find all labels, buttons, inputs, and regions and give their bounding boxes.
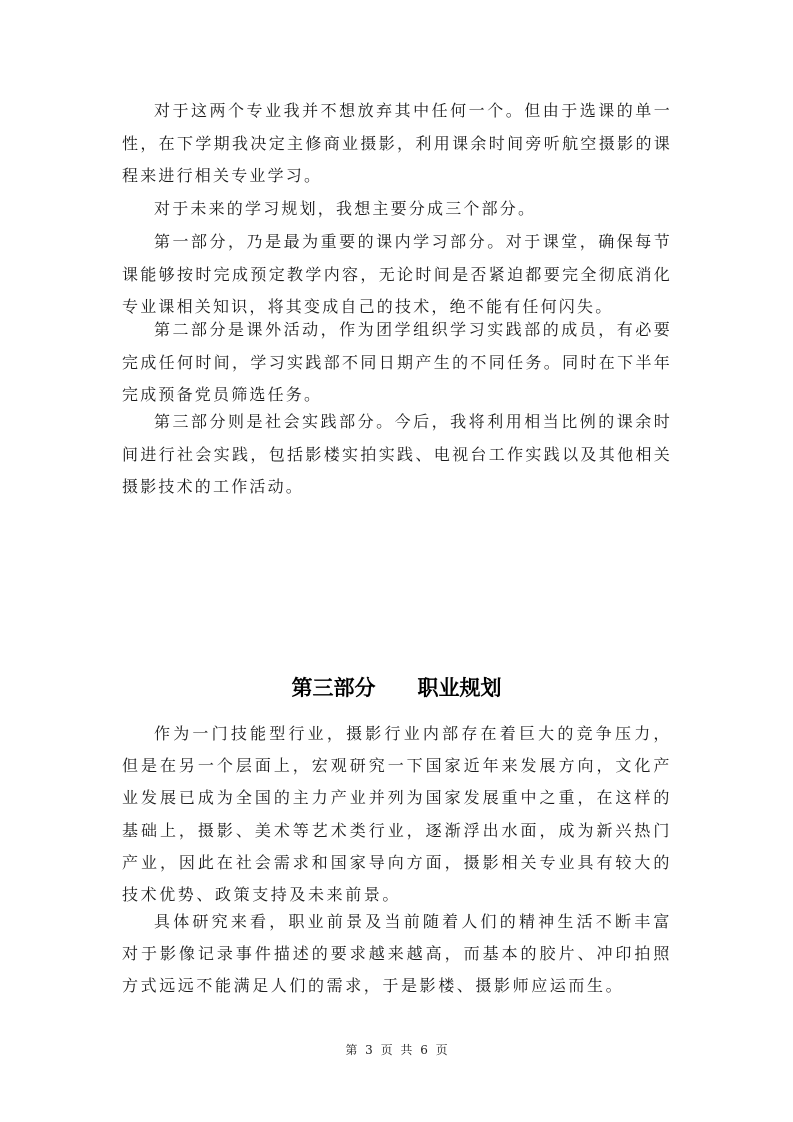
paragraph-study-plan-intro: 对于未来的学习规划，我想主要分成三个部分。: [154, 199, 537, 218]
paragraph-part-two: 第二部分是课外活动，作为团学组织学习实践部的成员，有必要完成任何时间，学习实践部不同日期产生的不同任务。同时在下半年完成预备党员筛选任务。: [122, 320, 672, 404]
paragraph-part-three: 第三部分则是社会实践部分。今后，我将利用相当比例的课余时间进行社会实践，包括影楼实拍实践、电视台工作实践以及其他相关摄影技术的工作活动。: [122, 412, 672, 496]
section-heading-career-plan: 第三部分 职业规划: [291, 676, 502, 700]
page-number-footer: 第 3 页 共 6 页: [345, 1043, 448, 1057]
paragraph-course-choice: 对于这两个专业我并不想放弃其中任何一个。但由于选课的单一性，在下学期我决定主修商业摄影，利用课余时间旁听航空摄影的课程来进行相关专业学习。: [122, 101, 672, 185]
paragraph-part-one: 第一部分，乃是最为重要的课内学习部分。对于课堂，确保每节课能够按时完成预定教学内容，无论时间是否紧迫都要完全彻底消化专业课相关知识，将其变成自己的技术，绝不能有任何闪失。: [122, 232, 672, 316]
paragraph-career-prospects: 具体研究来看，职业前景及当前随着人们的精神生活不断丰富对于影像记录事件描述的要求越来越高，而基本的胶片、冲印拍照方式远远不能满足人们的需求，于是影楼、摄影师应运而生。: [122, 912, 672, 996]
paragraph-industry-outlook: 作为一门技能型行业，摄影行业内部存在着巨大的竞争压力，但是在另一个层面上，宏观研究一下国家近年来发展方向，文化产业发展已成为全国的主力产业并列为国家发展重中之重，在这样的基础上，摄影、美术等艺术类行业，逐渐浮出水面，成为新兴热门产业，因此在社会需求和国家导向方面，摄影相关专业具有较大的技术优势、政策支持及未来前景。: [122, 724, 672, 905]
